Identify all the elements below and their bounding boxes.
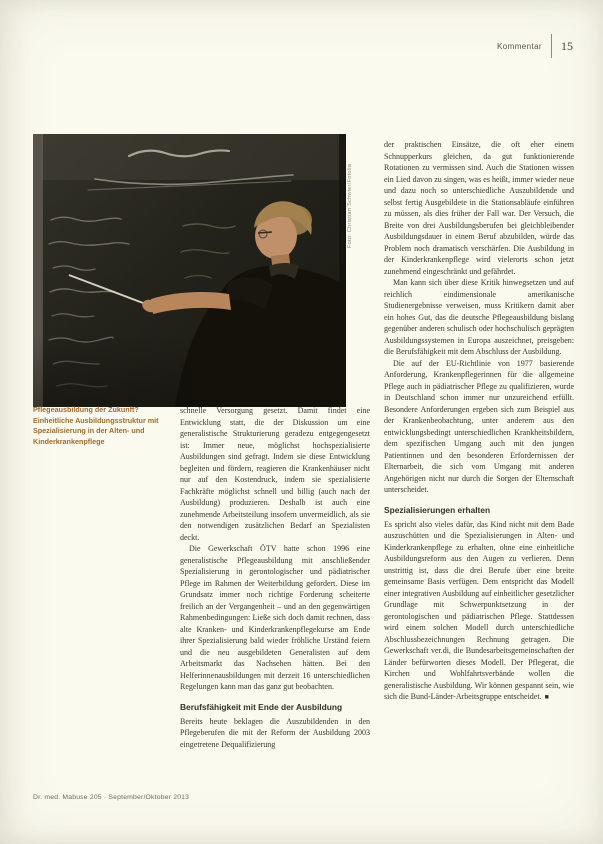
page-header [497, 34, 573, 58]
paragraph-text: Es spricht also vieles dafür, das Kind nicht mit dem Bade auszuschütten und die Spezialisierungen in Alten- und Kinderkrankenpflege zu erhalten, ohne eine einheitliche Ausbildungsreform aus den Augen zu verlieren. Denn unstrittig ist, dass die drei Berufe über eine breite gemeinsame Basis verfügen. Dem entspricht das Modell einer integrativen Ausbildung auf einheitlicher gesetzlicher Grundlage mit Schwerpunktsetzung in der gerontologischen und pädiatrischen Pflege. Stattdessen wird einem solchen Modell durch unterschiedliche Abschlussbezeichnungen Rechnung getragen. Die Gewerkschaft ver.di, die Bundesarbeitsgemeinschaften der Länder befürworten dieses Modell. Der Pflegerat, die Kirchen und Wohlfahrtsverbände wollen die generalistische Ausbildung. Wir können gespannt sein, wie sich die Bund-Länder-Arbeitsgruppe entscheidet. [384, 519, 574, 701]
blackboard-photo [33, 134, 346, 407]
header-divider [551, 34, 552, 58]
glasses-icon [258, 232, 272, 233]
rubric-label: Kommentar [497, 41, 542, 51]
blackboard-photo-illustration [33, 134, 346, 407]
paragraph: schnelle Versorgung gesetzt. Damit findet eine Entwicklung statt, die der Diskussion um eine generalistische Strukturierung geradezu entgegengesetzt ist: Immer neue, möglichst hochspezialisierte Ausbildungen sind gefragt. Indem sie diese Entwicklung begleiten und fördern, reagieren die Krankenhäuser nicht nur auf den Kostendruck, indem sie spezialisierte Fachkräfte möglichst schnell und billig (auch nach der Ausbildung) produzieren. Deshalb ist auch eine zunehmende Arbeitsteilung insofern unvermeidlich, als sie den notwendigen zusätzlichen Bedarf an Spezialisten deckt. [180, 406, 370, 542]
section-heading-berufsfaehigkeit: Berufsfähigkeit mit Ende der Ausbildung [180, 701, 343, 712]
paragraph: Man kann sich über diese Kritik hinwegsetzen und auf reichlich eindimensionale amerikanische Studienergebnisse verweisen, muss Kritikern damit aber ein hohes Gut, das die deutsche Pflegeausbildung bislang gegenüber anderen schulisch oder hochschulisch geprägten Ausbildungssystemen in Europa auszeichnet, preisgeben: die Berufsfähigkeit mit dem Abschluss der Ausbildung. [384, 278, 574, 356]
photo-caption: Pflegeausbildung der Zukunft? Einheitliche Ausbildungsstruktur mit Spezialisierung in der Alten- und Kinderkrankenpflege [33, 405, 159, 446]
paragraph: Bereits heute beklagen die Auszubildenden in den Pflegeberufen die mit der Reform der Ausbildung 2003 eingetretene Dequalifizierung [180, 716, 370, 749]
text-column-left [180, 405, 370, 797]
end-of-article-marker: ■ [544, 693, 549, 701]
paragraph [384, 519, 574, 703]
page-number: 15 [561, 38, 573, 53]
photo-credit: Foto: Christian Schwier/Fotolia [347, 163, 353, 248]
paragraph: der praktischen Einsätze, die oft eher einem Schnupperkurs gleichen, da gut funktionierende Rotationen zu vermissen sind. Auch die Stationen wissen ein Lied davon zu singen, was es heißt, immer wieder neue und dazu noch so unterschiedliche Auszubildende und selbst fertig Ausgebildete in die Stationsabläufe einführen zu müssen, als dies früher der Fall war. Der Versuch, die Breite von drei Ausbildungsberufen bei gleichbleibender Ausbildungsdauer in einem Beruf abzubilden, würde das Problem noch dramatisch verschärfen. Die Ausbildung in der Kinderkrankenpflege wird vielerorts schon jetzt zunehmend eingeschränkt und gefährdet. [384, 140, 574, 276]
footer-issue-line: Dr. med. Mabuse 205 · September/Oktober 2013 [33, 794, 190, 801]
section-heading-spezialisierungen: Spezialisierungen erhalten [384, 504, 491, 515]
text-column-right [384, 139, 574, 803]
paragraph: Die auf der EU-Richtlinie von 1977 basierende Anforderung, Krankenpflegerinnen für die allgemeine Pflege auch in pädiatrischer Pflege zu qualifizieren, wurde in Deutschland schon immer nur unzureichend erfüllt. Besondere Anforderungen ergeben sich zum Beispiel aus der Krankenbeobachtung, unter anderem aus den entwicklungsbedingt unterschiedlichen Krankheitsbildern, dem spezifischen Umgang auch mit den jungen Patientinnen und den besonderen Erfordernissen der Elternarbeit, die sich vom Umgang mit anderen Angehörigen nicht nur durch die Sorgen der Elternschaft unterscheidet. [384, 358, 574, 494]
paragraph: Die Gewerkschaft ÖTV hatte schon 1996 eine generalistische Pflegeausbildung mit anschließender Spezialisierung in gerontologischer und pädiatrischer Pflege im Rahmen der Weiterbildung gefordert. Diese im Grundsatz immer noch richtige Forderung scheiterte freilich an der Vergangenheit – und an den gegenwärtigen Rahmenbedingungen: Ließe sich doch damit rechnen, dass alte Kranken- und Kinderkrankenpflegekurse am Ende ihrer Spezialisierung bald wieder fröhliche Urständ feiern und die neu ausgebildeten Generalisten auf dem Arbeitsmarkt das Nachsehen hätten. Bei den Helferinnenausbildungen mit derzeit 16 unterschiedlichen Regelungen kann man das ganz gut beobachten. [180, 544, 370, 691]
